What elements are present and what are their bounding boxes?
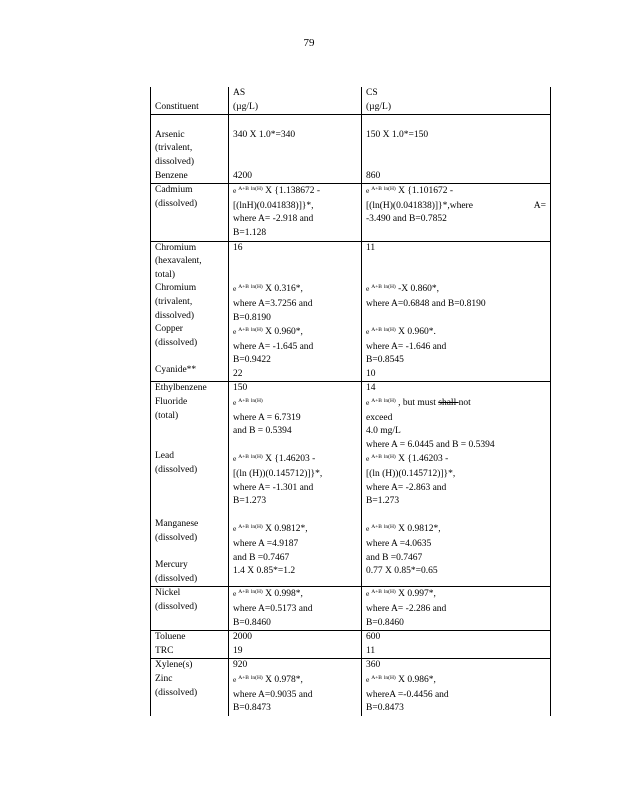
exponential-formula: e $^{A+B}$ $^{ln(H)}$ [366, 674, 396, 684]
formula-line: e $^{A+B}$ $^{ln(H)}$ X 0.998*, [233, 589, 303, 600]
cs-header: CS [366, 88, 378, 98]
formula-line: e $^{A+B}$ $^{ln(H)}$ -X 0.860*, [366, 284, 440, 295]
constituent-name: Cyanide** [155, 364, 197, 375]
table-row: Ethylbenzene Fluoride (total) Lead (dissolved) Manganese (dissolved) Mercury (dissolved) 150 e $^{A+B}$ $^{ln(H)}$ where A = 6.7319 and B = 0.5394 e $^{A+B}$ $^{ln(H)}$ X {1.46203 - [(ln (H))(0.145712)]}*, where A= -1.301 and B=1.273 e $^{A+B}$ $^{ln(H)}$ X 0.9812*, where A =4.9187 and B =0.7467 1.4 X 0.85*=1.2 14 e $^{A+B}$ $^{ln(H)}$ , but must shall not exceed 4.0 mg/L where A = 6.0445 and B = 0.5394 e $^{A+B}$ $^{ln(H)}$ X {1.46203 - [(ln (H))(0.145712)]}*, where A= -2.863 and B=1.273 e $^{A+B}$ $^{ln(H)}$ X 0.9812*, where A =4.0635 and B =0.7467 0.77 X 0.85*=0.65 [151, 382, 551, 587]
exponential-formula: e $^{A+B}$ $^{ln(H)}$ [233, 327, 263, 337]
table-row: Arsenic (trivalent, dissolved) Benzene 340 X 1.0*=340 4200 150 X 1.0*=150 860 [151, 115, 551, 184]
as-value: 16 [233, 242, 243, 253]
formula-line: e $^{A+B}$ $^{ln(H)}$ X {1.138672 - [233, 186, 321, 197]
as-value: 920 [233, 660, 248, 671]
as-value: 1.4 X 0.85*=1.2 [233, 566, 296, 577]
formula-line: e $^{A+B}$ $^{ln(H)}$ X {1.46203 - [233, 454, 316, 465]
exponential-formula: e $^{A+B}$ $^{ln(H)}$ [366, 589, 396, 599]
as-value: 150 [233, 383, 248, 394]
table-header-row [151, 87, 551, 115]
constituent-name: Ethylbenzene [155, 383, 207, 394]
constituent-name: Nickel [155, 588, 181, 599]
as-value: 19 [233, 645, 243, 656]
cs-value: 600 [366, 632, 381, 643]
formula-line: e $^{A+B}$ $^{ln(H)}$ X 0.9812*, [233, 524, 308, 535]
exponential-formula: e $^{A+B}$ $^{ln(H)}$ [366, 186, 396, 196]
cs-value: 11 [366, 242, 376, 253]
cs-value: 10 [366, 368, 376, 379]
as-header: AS [233, 88, 246, 98]
exponential-formula: e $^{A+B}$ $^{ln(H)}$ [366, 524, 396, 534]
constituent-header: Constituent [155, 101, 199, 112]
exponential-formula: e $^{A+B}$ $^{ln(H)}$ [366, 284, 396, 294]
exponential-formula: e $^{A+B}$ $^{ln(H)}$ [233, 398, 263, 408]
table-row: Nickel (dissolved) e $^{A+B}$ $^{ln(H)}$ X 0.998*, where A=0.5173 and B=0.8460 e $^{A+B}$ $^{ln(H)}$ X 0.997*, where A= -2.286 and B=0.8460 [151, 587, 551, 631]
constituent-name: Mercury [155, 560, 188, 571]
constituent-name: TRC [155, 645, 174, 656]
exponential-formula: e $^{A+B}$ $^{ln(H)}$ [233, 524, 263, 534]
as-value: 22 [233, 368, 243, 379]
formula-line: e $^{A+B}$ $^{ln(H)}$ X {1.101672 - [366, 186, 454, 197]
cs-value: 360 [366, 660, 381, 671]
table-row: Cadmium (dissolved) e $^{A+B}$ $^{ln(H)}$ X {1.138672 - [(lnH)(0.041838)]}*, where A= -2.918 and B=1.128 e $^{A+B}$ $^{ln(H)}$ X {1.101672 - [(ln(H)(0.041838)]}*,where A= -3.490 and B=0.7852 [151, 184, 551, 241]
exponential-formula: e $^{A+B}$ $^{ln(H)}$ [366, 398, 396, 408]
table-row: Xylene(s) Zinc (dissolved) 920 e $^{A+B}$ $^{ln(H)}$ X 0.978*, where A=0.9035 and B=0.8473 360 e $^{A+B}$ $^{ln(H)}$ X 0.986*, whereA =-0.4456 and B=0.8473 [151, 659, 551, 716]
cs-value: 11 [366, 645, 376, 656]
constituent-name: Cadmium [155, 185, 193, 196]
formula-line: e $^{A+B}$ $^{ln(H)}$ X 0.978*, [233, 674, 303, 685]
constituent-name: Manganese [155, 519, 199, 530]
cs-value: 860 [366, 170, 381, 181]
constituent-name: Arsenic [155, 129, 185, 140]
page-number: 79 [303, 37, 315, 49]
table-row: Chromium (hexavalent, total) Chromium (trivalent, dissolved) Copper (dissolved) Cyanide** 16 e $^{A+B}$ $^{ln(H)}$ X 0.316*, where A=3.7256 and B=0.8190 e $^{A+B}$ $^{ln(H)}$ X 0.960*, where A= -1.645 and B=0.9422 22 11 e $^{A+B}$ $^{ln(H)}$ -X 0.860*, where A=0.6848 and B=0.8190 e $^{A+B}$ $^{ln(H)}$ X 0.960*. where A= -1.646 and B=0.8545 10 [151, 241, 551, 382]
constituent-name: Xylene(s) [155, 660, 193, 671]
formula-line: e $^{A+B}$ $^{ln(H)}$ X 0.986*, [366, 674, 436, 685]
as-unit: (µg/L) [233, 101, 258, 112]
exponential-formula: e $^{A+B}$ $^{ln(H)}$ [233, 284, 263, 294]
table-row [151, 631, 551, 659]
constituent-name: Chromium [155, 283, 197, 294]
formula-line: e $^{A+B}$ $^{ln(H)}$ X 0.997*, [366, 589, 436, 600]
formula-line: e $^{A+B}$ $^{ln(H)}$ X {1.46203 - [366, 454, 449, 465]
as-value: 4200 [233, 170, 252, 181]
cs-value: 14 [366, 383, 376, 394]
formula-line [233, 396, 357, 412]
exponential-formula: e $^{A+B}$ $^{ln(H)}$ [366, 454, 396, 464]
cs-unit: (µg/L) [366, 101, 391, 112]
constituent-name: Toluene [155, 632, 186, 643]
criteria-table [150, 87, 551, 716]
exponential-formula: e $^{A+B}$ $^{ln(H)}$ [233, 454, 263, 464]
cs-value: 150 X 1.0*=150 [366, 129, 429, 140]
formula-line: e $^{A+B}$ $^{ln(H)}$ , but must shall not [366, 398, 471, 409]
exponential-formula: e $^{A+B}$ $^{ln(H)}$ [233, 186, 263, 196]
formula-line: e $^{A+B}$ $^{ln(H)}$ X 0.960*. [366, 327, 436, 338]
formula-line: e $^{A+B}$ $^{ln(H)}$ X 0.960*, [233, 327, 303, 338]
constituent-name: Lead [155, 451, 174, 462]
constituent-name: Zinc [155, 673, 173, 684]
cs-value: 0.77 X 0.85*=0.65 [366, 566, 438, 577]
as-value: 340 X 1.0*=340 [233, 129, 296, 140]
constituent-name: Copper [155, 324, 183, 335]
constituent-name: Benzene [155, 170, 188, 181]
struck-text: shall [438, 398, 459, 409]
formula-line: e $^{A+B}$ $^{ln(H)}$ X 0.316*, [233, 284, 303, 295]
constituent-name: Fluoride [155, 397, 188, 408]
exponential-formula: e $^{A+B}$ $^{ln(H)}$ [233, 674, 263, 684]
exponential-formula: e $^{A+B}$ $^{ln(H)}$ [233, 589, 263, 599]
exponential-formula: e $^{A+B}$ $^{ln(H)}$ [366, 327, 396, 337]
as-value: 2000 [233, 632, 252, 643]
formula-line: e $^{A+B}$ $^{ln(H)}$ X 0.9812*, [366, 524, 441, 535]
constituent-name: Chromium [155, 242, 197, 253]
